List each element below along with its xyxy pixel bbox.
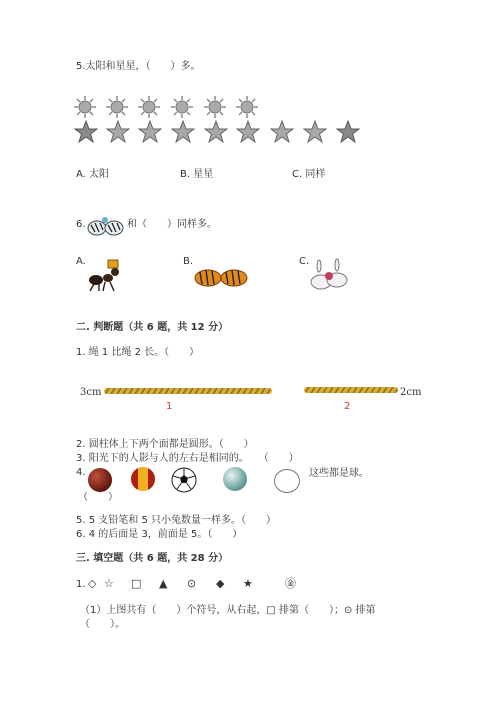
s3-q1-sub1-line2: （ ）。 xyxy=(80,619,125,630)
q5-stem: 5.太阳和星星，（ ）多。 xyxy=(76,61,201,72)
symbol-square-outline: □ xyxy=(131,577,142,590)
q6-stem: 和（ ）同样多。 xyxy=(127,219,217,230)
rope2-length: 2cm xyxy=(400,387,422,398)
ant-icon xyxy=(86,258,128,294)
symbol-star-outline: ☆ xyxy=(104,577,114,590)
sun-icon xyxy=(138,96,160,118)
s2-q5: 5. 5 支铅笔和 5 只小兔数量一样多。（ ） xyxy=(76,515,276,526)
s2-q2: 2. 圆柱体上下两个面都是圆形。（ ） xyxy=(76,439,254,450)
q5-option-b: B. 星星 xyxy=(180,169,214,180)
ball-icon xyxy=(88,468,112,492)
symbol-circled-dot: ⊙ xyxy=(187,577,197,590)
section2-title: 二. 判断题（共 6 题，共 12 分） xyxy=(76,322,229,333)
rope-2 xyxy=(304,385,398,395)
section3-title: 三. 填空题（共 6 题，共 28 分） xyxy=(76,553,229,564)
glass-ball-icon xyxy=(223,467,247,491)
star-row xyxy=(74,120,364,146)
s2-q4-text: 这些都是球。 xyxy=(309,468,369,479)
symbol-star-filled: ★ xyxy=(243,577,253,590)
q6-number: 6. xyxy=(76,219,86,230)
star-icon xyxy=(106,120,130,144)
s2-q3: 3. 阳光下的人影与人的左右是相同的。 （ ） xyxy=(76,453,299,464)
sun-icon xyxy=(74,96,96,118)
q5-option-c: C. 同样 xyxy=(292,169,326,180)
star-icon xyxy=(303,120,327,144)
beach-ball-icon xyxy=(131,467,155,491)
star-icon xyxy=(74,120,98,144)
symbol-circled-character: ㊎ xyxy=(285,577,296,590)
symbol-diamond-outline: ◇ xyxy=(88,577,97,590)
sun-row xyxy=(74,96,274,120)
s3-q1-number: 1. xyxy=(76,579,86,590)
star-icon xyxy=(204,120,228,144)
symbol-diamond-filled: ◆ xyxy=(216,577,225,590)
sun-icon xyxy=(171,96,193,118)
sun-icon xyxy=(236,96,258,118)
q6-option-b: B. xyxy=(183,256,194,267)
q6-option-c: C. xyxy=(299,256,310,267)
s3-q1-sub1-line1: （1）上图共有（ ）个符号，从右起，□ 排第（ ）；⊙ 排第 xyxy=(80,605,376,616)
star-icon xyxy=(270,120,294,144)
star-icon xyxy=(236,120,260,144)
s2-q1: 1. 绳 1 比绳 2 长。（ ） xyxy=(76,347,200,358)
s2-q6: 6. 4 的后面是 3，前面是 5。（ ） xyxy=(76,529,243,540)
star-icon xyxy=(336,120,360,144)
rope-1 xyxy=(104,386,272,396)
rope1-length: 3cm xyxy=(80,387,102,398)
rope1-label: 1 xyxy=(166,401,173,412)
symbol-triangle-filled: ▲ xyxy=(159,577,168,590)
soccer-ball-icon xyxy=(171,467,197,493)
sun-icon xyxy=(106,96,128,118)
zebra-pair-icon xyxy=(85,212,125,240)
white-ball-icon xyxy=(274,469,300,493)
q5-option-a: A. 太阳 xyxy=(76,169,110,180)
star-icon xyxy=(171,120,195,144)
sun-icon xyxy=(204,96,226,118)
rabbits-icon xyxy=(307,258,351,294)
q6-option-a: A. xyxy=(76,256,86,267)
tigers-icon xyxy=(192,258,250,294)
s2-q4-number: 4. xyxy=(76,467,86,478)
s2-q4-blank: （ ） xyxy=(78,492,118,503)
star-icon xyxy=(138,120,162,144)
rope2-label: 2 xyxy=(344,401,351,412)
